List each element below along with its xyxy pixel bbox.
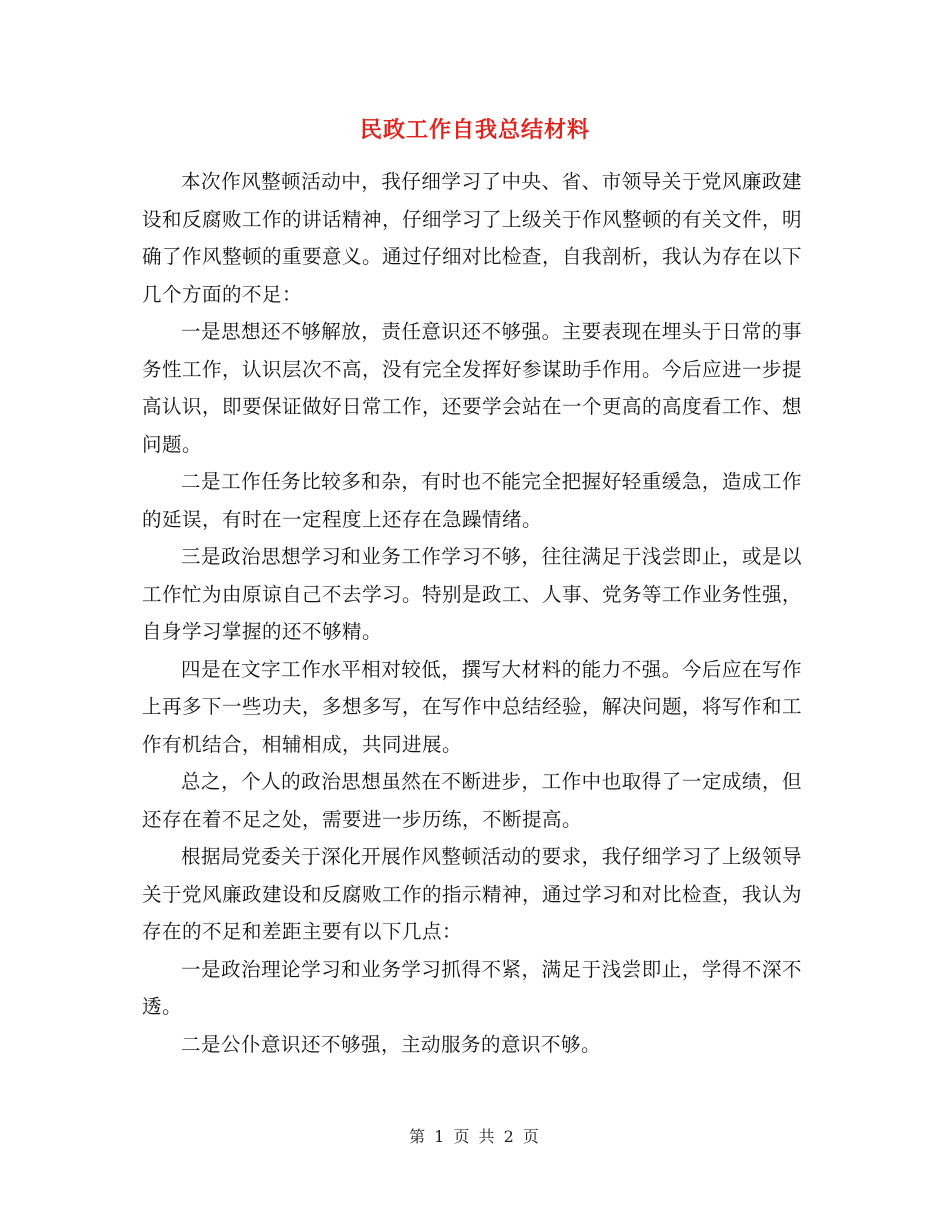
page-number-footer: 第 1 页 共 2 页: [409, 1127, 541, 1146]
paragraph-1: 本次作风整顿活动中，我仔细学习了中央、省、市领导关于党风廉政建设和反腐败工作的讲话精神，仔细学习了上级关于作风整顿的有关文件，明确了作风整顿的重要意义。通过仔细对比检查，自我剖析，我认为存在以下几个方面的不足：: [142, 170, 803, 306]
paragraph-2: 一是思想还不够解放，责任意识还不够强。主要表现在埋头于日常的事务性工作，认识层次不高，没有完全发挥好参谋助手作用。今后应进一步提高认识，即要保证做好日常工作，还要学会站在一个更高的高度看工作、想问题。: [142, 320, 803, 456]
paragraph-3: 二是工作任务比较多和杂，有时也不能完全把握好轻重缓急，造成工作的延误，有时在一定程度上还存在急躁情绪。: [142, 470, 802, 531]
paragraph-8: 一是政治理论学习和业务学习抓得不紧，满足于浅尝即止，学得不深不透。: [142, 957, 802, 1018]
document-body: [142, 163, 802, 1063]
paragraph-6: 总之，个人的政治思想虽然在不断进步，工作中也取得了一定成绩，但还存在着不足之处，需要进一步历练，不断提高。: [142, 770, 802, 831]
paragraph-7: 根据局党委关于深化开展作风整顿活动的要求，我仔细学习了上级领导关于党风廉政建设和反腐败工作的指示精神，通过学习和对比检查，我认为存在的不足和差距主要有以下几点：: [142, 845, 803, 943]
paragraph-9: 二是公仆意识还不够强，主动服务的意识不够。: [181, 1032, 602, 1056]
document-title: 民政工作自我总结材料: [359, 117, 590, 143]
paragraph-5: 四是在文字工作水平相对较低，撰写大材料的能力不强。今后应在写作上再多下一些功夫，多想多写，在写作中总结经验，解决问题，将写作和工作有机结合，相辅相成，共同进展。: [142, 657, 803, 756]
paragraph-4: 三是政治思想学习和业务工作学习不够，往往满足于浅尝即止，或是以工作忙为由原谅自己不去学习。特别是政工、人事、党务等工作业务性强，自身学习掌握的还不够精。: [142, 545, 803, 643]
